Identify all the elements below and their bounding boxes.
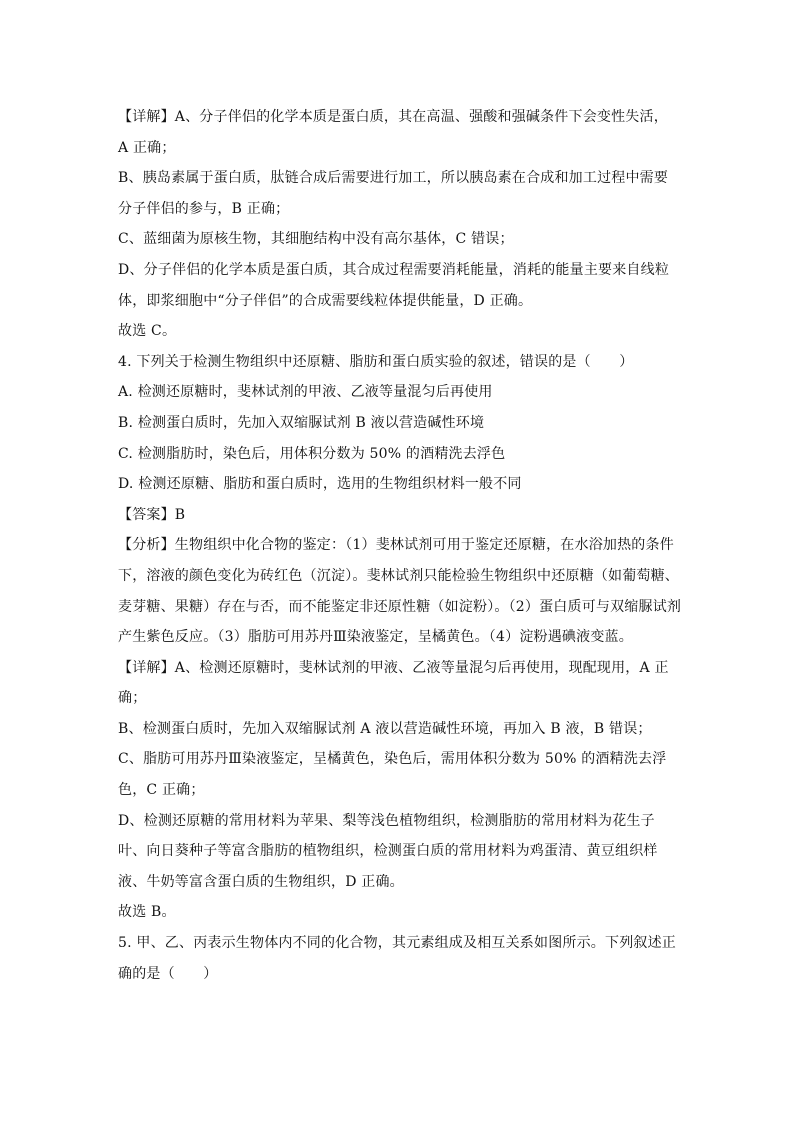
text-line: 色，C 正确； <box>118 782 205 799</box>
text-line: C、脂肪可用苏丹Ⅲ染液鉴定，呈橘黄色，染色后，需用体积分数为 50% 的酒精洗去浮 <box>118 751 667 768</box>
text-line: B、胰岛素属于蛋白质，肽链合成后需要进行加工，所以胰岛素在合成和加工过程中需要 <box>118 170 669 187</box>
text-line: 麦芽糖、果糖）存在与否，而不能鉴定非还原性糖（如淀粉）。（2）蛋白质可与双缩脲试剂 <box>118 598 682 615</box>
text-line: 故选 C。 <box>118 323 177 340</box>
text-line: 下，溶液的颜色变化为砖红色（沉淀）。斐林试剂只能检验生物组织中还原糖（如葡萄糖、 <box>118 567 679 584</box>
text-line: 叶、向日葵种子等富含脂肪的植物组织，检测蛋白质的常用材料为鸡蛋清、黄豆组织样 <box>118 843 658 860</box>
option-a: A. 检测还原糖时，斐林试剂的甲液、乙液等量混匀后再使用 <box>118 384 493 401</box>
question-stem: 4. 下列关于检测生物组织中还原糖、脂肪和蛋白质实验的叙述，错误的是（ ） <box>118 353 634 370</box>
text-line: 故选 B。 <box>118 904 176 921</box>
option-b: B. 检测蛋白质时，先加入双缩脲试剂 B 液以营造碱性环境 <box>118 414 485 431</box>
text-line: 确的是（ ） <box>118 965 218 982</box>
text-line: 【详解】A、分子伴侣的化学本质是蛋白质，其在高温、强酸和强碱条件下会变性失活， <box>118 109 668 125</box>
text-line: 分子伴侣的参与，B 正确； <box>118 200 290 217</box>
option-d: D. 检测还原糖、脂肪和蛋白质时，选用的生物组织材料一般不同 <box>118 476 522 493</box>
text-line: D、检测还原糖的常用材料为苹果、梨等浅色植物组织，检测脂肪的常用材料为花生子 <box>118 812 655 829</box>
detail-line: 【详解】A、检测还原糖时，斐林试剂的甲液、乙液等量混匀后再使用，现配现用，A 正 <box>118 659 669 676</box>
text-line: B、检测蛋白质时，先加入双缩脲试剂 A 液以营造碱性环境，再加入 B 液，B 错误； <box>118 720 652 737</box>
text-line: C、蓝细菌为原核生物，其细胞结构中没有高尔基体，C 错误； <box>118 231 514 248</box>
analysis-line: 【分析】生物组织中化合物的鉴定：（1）斐林试剂可用于鉴定还原糖，在水浴加热的条件 <box>118 537 674 554</box>
question-stem: 5. 甲、乙、丙表示生物体内不同的化合物，其元素组成及相互关系如图所示。下列叙述正 <box>118 935 677 952</box>
text-line: A 正确； <box>118 139 176 156</box>
option-c: C. 检测脂肪时，染色后，用体积分数为 50% 的酒精洗去浮色 <box>118 445 506 462</box>
answer-line: 【答案】B <box>118 506 186 523</box>
document-body <box>118 102 682 989</box>
text-line: 体，即浆细胞中“分子伴侣”的合成需要线粒体提供能量，D 正确。 <box>118 292 533 309</box>
text-line: 液、牛奶等富含蛋白质的生物组织，D 正确。 <box>118 873 404 890</box>
text-line: 产生紫色反应。（3）脂肪可用苏丹Ⅲ染液鉴定，呈橘黄色。（4）淀粉遇碘液变蓝。 <box>118 629 633 646</box>
text-line: D、分子伴侣的化学本质是蛋白质，其合成过程需要消耗能量，消耗的能量主要来自线粒 <box>118 261 670 278</box>
text-line: 确； <box>118 690 147 707</box>
